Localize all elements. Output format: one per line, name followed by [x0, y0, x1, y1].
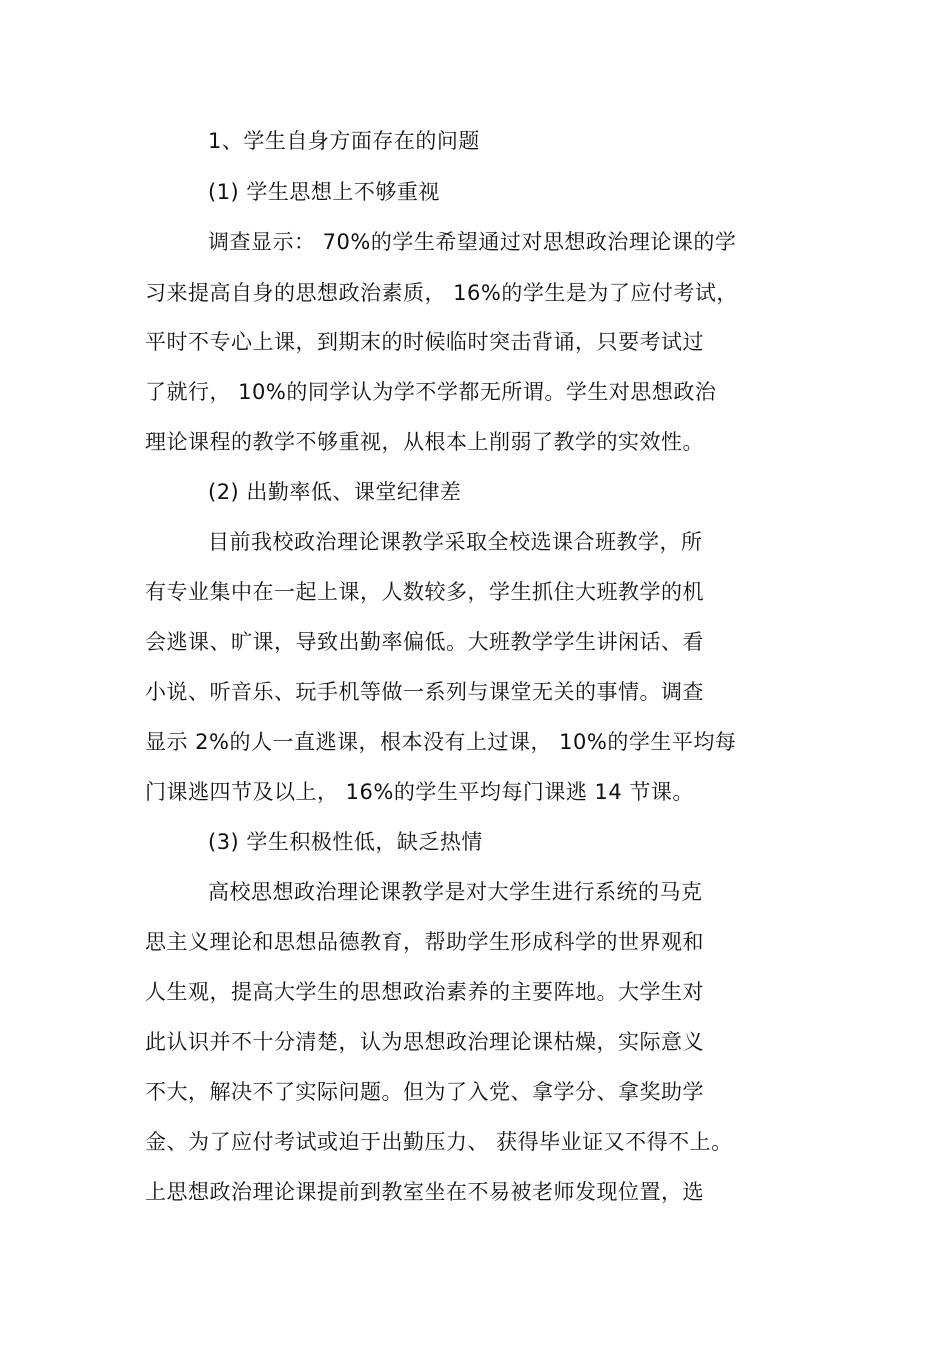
section-heading-1: 1、学生自身方面存在的问题	[208, 129, 480, 153]
paragraph-2-line-6: 门课逃四节及以上， 16%的学生平均每门课逃 14 节课。	[145, 780, 694, 804]
paragraph-3-line-3: 人生观，提高大学生的思想政治素养的主要阵地。大学生对	[145, 980, 704, 1004]
paragraph-3-line-4: 此认识并不十分清楚，认为思想政治理论课枯燥，实际意义	[145, 1030, 704, 1054]
paragraph-1-line-4: 了就行， 10%的同学认为学不学都无所谓。学生对思想政治	[145, 380, 717, 404]
subheading-2: (2) 出勤率低、课堂纪律差	[208, 480, 462, 504]
paragraph-2-line-1: 目前我校政治理论课教学采取全校选课合班教学，所	[208, 530, 703, 554]
paragraph-1-line-2: 习来提高自身的思想政治素质， 16%的学生是为了应付考试，	[145, 281, 738, 305]
paragraph-3-line-1: 高校思想政治理论课教学是对大学生进行系统的马克	[208, 880, 703, 904]
paragraph-3-line-6: 金、为了应付考试或迫于出勤压力、 获得毕业证又不得不上。	[145, 1130, 733, 1154]
paragraph-2-line-3: 会逃课、旷课，导致出勤率偏低。大班教学学生讲闲话、看	[145, 630, 704, 654]
paragraph-1-line-5: 理论课程的教学不够重视，从根本上削弱了教学的实效性。	[145, 430, 704, 454]
paragraph-2-line-5: 显示 2%的人一直逃课，根本没有上过课， 10%的学生平均每	[145, 730, 737, 754]
paragraph-3-line-5: 不大，解决不了实际问题。但为了入党、拿学分、拿奖助学	[145, 1080, 704, 1104]
paragraph-3-line-2: 思主义理论和思想品德教育，帮助学生形成科学的世界观和	[145, 930, 704, 954]
paragraph-2-line-4: 小说、听音乐、玩手机等做一系列与课堂无关的事情。调查	[145, 680, 704, 704]
paragraph-1-line-3: 平时不专心上课，到期末的时候临时突击背诵，只要考试过	[145, 330, 704, 354]
subheading-1: (1) 学生思想上不够重视	[208, 180, 440, 204]
subheading-3: (3) 学生积极性低，缺乏热情	[208, 830, 483, 854]
paragraph-1-line-1: 调查显示： 70%的学生希望通过对思想政治理论课的学	[208, 230, 737, 254]
paragraph-3-line-7: 上思想政治理论课提前到教室坐在不易被老师发现位置，选	[145, 1180, 704, 1204]
paragraph-2-line-2: 有专业集中在一起上课，人数较多，学生抓住大班教学的机	[145, 580, 704, 604]
